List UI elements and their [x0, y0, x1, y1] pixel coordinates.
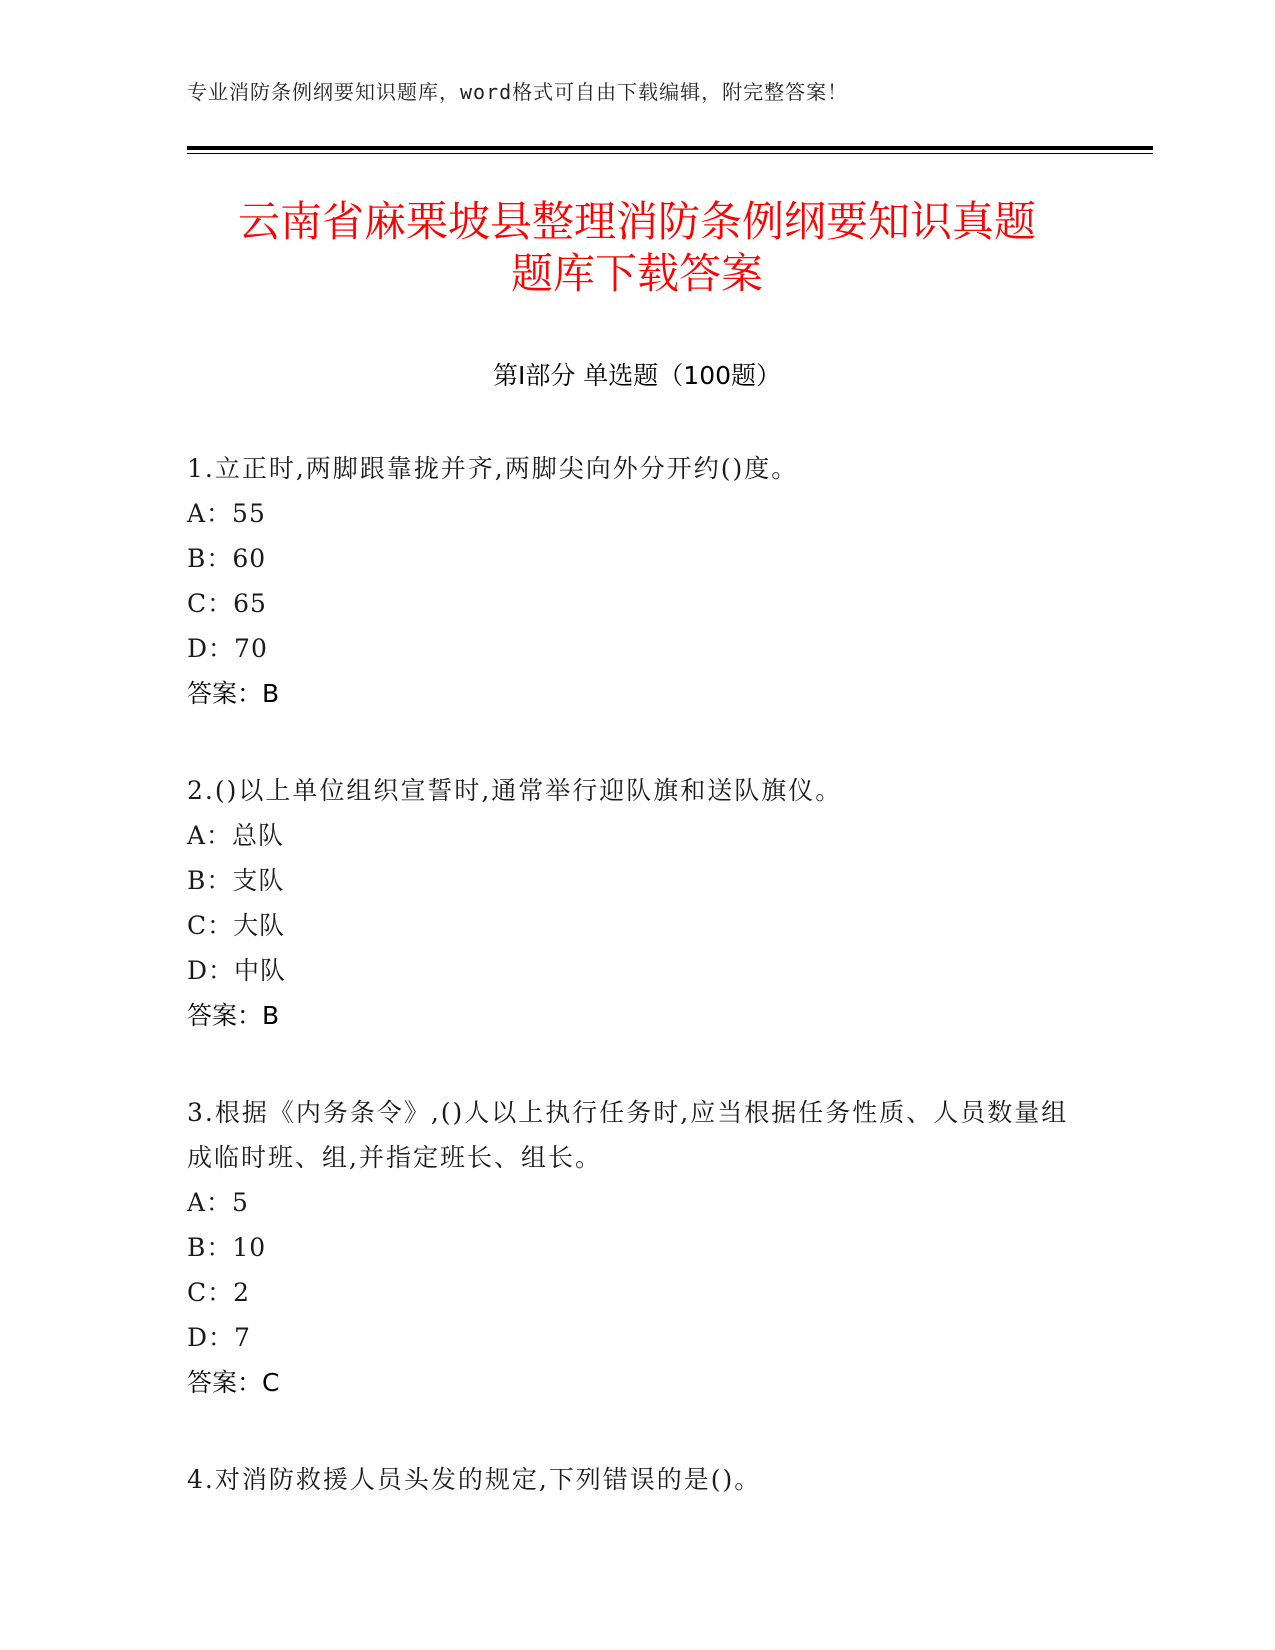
document-title: [187, 196, 1087, 300]
question-1: [187, 446, 1087, 716]
answer-text: 答案：B: [187, 679, 280, 708]
option-c: C：65: [187, 589, 267, 618]
option-a: A：总队: [187, 821, 285, 850]
section-heading: 第Ⅰ部分 单选题（100题）: [492, 361, 782, 390]
question-3: [187, 1090, 1087, 1405]
question-stem: 1.立正时,两脚跟靠拢并齐,两脚尖向外分开约()度。: [187, 454, 799, 483]
question-2: [187, 768, 1087, 1038]
header-rule: [187, 146, 1153, 150]
question-list: [187, 446, 1087, 1554]
option-b: B：60: [187, 544, 267, 573]
option-b: B：支队: [187, 866, 285, 895]
option-d: D：中队: [187, 956, 287, 985]
question-stem: 4.对消防救援人员头发的规定,下列错误的是()。: [187, 1465, 762, 1494]
answer-text: 答案：C: [187, 1368, 280, 1397]
question-stem: 3.根据《内务条令》,()人以上执行任务时,应当根据任务性质、人员数量组成临时班、组,并指定班长、组长。: [187, 1098, 1069, 1172]
option-d: D：70: [187, 634, 268, 663]
option-c: C：2: [187, 1278, 251, 1307]
question-stem: 2.()以上单位组织宣誓时,通常举行迎队旗和送队旗仪。: [187, 776, 843, 805]
page-header: 专业消防条例纲要知识题库，word格式可自由下载编辑，附完整答案！: [187, 80, 849, 104]
answer-text: 答案：B: [187, 1001, 280, 1030]
option-c: C：大队: [187, 911, 286, 940]
document-title-line-2: 题库下载答案: [510, 249, 763, 298]
question-4: [187, 1457, 1087, 1502]
header-rule-thin: [187, 153, 1153, 154]
option-a: A：55: [187, 499, 266, 528]
document-title-line-1: 云南省麻栗坡县整理消防条例纲要知识真题: [237, 197, 1036, 246]
option-b: B：10: [187, 1233, 267, 1262]
option-a: A：5: [187, 1188, 249, 1217]
option-d: D：7: [187, 1323, 251, 1352]
